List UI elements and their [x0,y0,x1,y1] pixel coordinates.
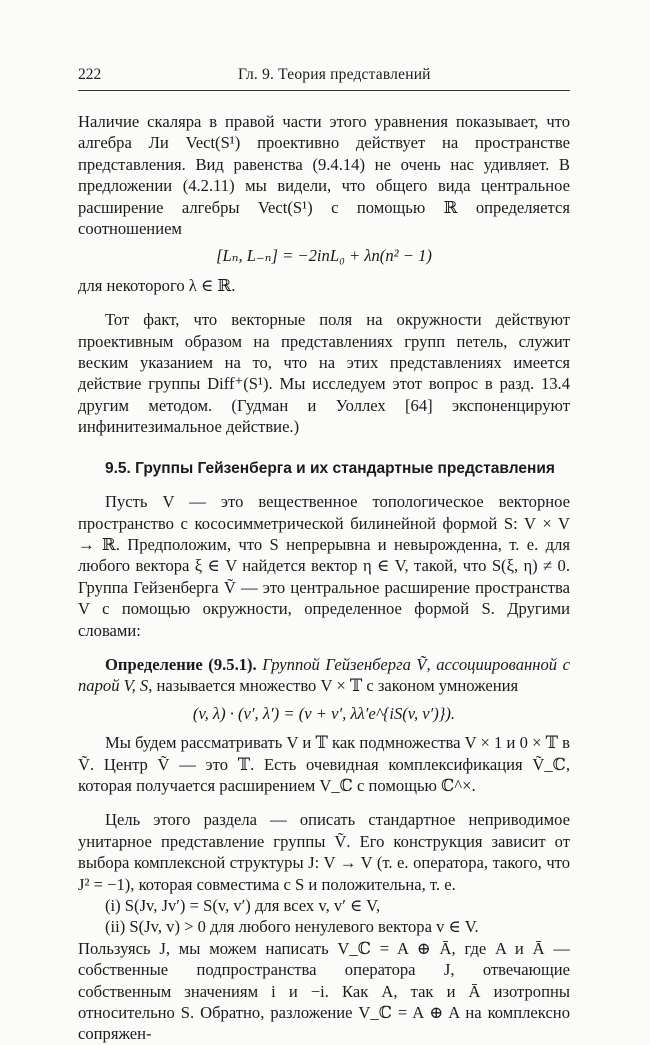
definition-rest: называется множество V × 𝕋 с законом умножения [152,676,519,696]
condition-i: (i) S(Jv, Jv′) = S(v, v′) для всех v, v′ ∈ V, [105,896,381,915]
book-page [78,66,570,1045]
definition-italic: Группой Гейзенберга Ṽ, ассоциированной с парой V, S, [78,654,570,696]
section-heading: 9.5. Группы Гейзенберга и их стандартные представления [105,459,555,477]
paragraph-center: Мы будем рассматривать V и 𝕋 как подмножества V × 1 и 0 × 𝕋 в Ṽ. Центр Ṽ — это 𝕋. Есть очевидная комплексификация Ṽ_ℂ, которая получается расширением V_ℂ с помощью ℂ^×. [78,733,570,795]
formula-virasoro: [Lₙ, L₋ₙ] = −2inL₀ + λn(n² − 1) [216,246,432,266]
definition-block [78,654,570,697]
condition-ii: (ii) S(Jv, v) > 0 для любого ненулевого вектора v ∈ V. [105,917,479,937]
page-body [78,111,570,1045]
definition-label: Определение (9.5.1). [105,654,257,674]
paragraph-vector-fields: Тот факт, что векторные поля на окружности действуют проективным образом на представлениях групп петель, служит веским указанием на то, что на этих представлениях имеется действие группы Diff⁺(S¹). Мы исследуем этот вопрос в разд. 13.4 другим методом. (Гудман и Уоллех [64] экспоненцируют инфинитезимальное действие.) [78,310,570,437]
paragraph-scalar: Наличие скаляра в правой части этого уравнения показывает, что алгебра Ли Vect(S¹) проективно действует на пространстве представления. Вид равенства (9.4.14) не очень нас удивляет. В предложении (4.2.11) мы видели, что общего вида центральное расширение алгебры Vect(S¹) с помощью ℝ определяется соотношением [78,112,570,239]
paragraph-goal: Цель этого раздела — описать стандартное неприводимое унитарное представление группы Ṽ. Его конструкция зависит от выбора комплексной структуры J: V → V (т. е. оператора, такого, что J² = −1), которая совместима с S и положительна, т. е. [78,810,570,894]
page-number: 222 [78,66,102,83]
formula-multiplication: (v, λ) · (v′, λ′) = (v + v′, λλ′e^{iS(v, v′)}). [192,703,456,723]
paragraph-decomposition: Пользуясь J, мы можем написать V_ℂ = A ⊕ Ā, где A и Ā — собственные подпространства оператора J, отвечающие собственным значениям i и −i. Как A, так и Ā изотропны относительно S. Обратно, разложение V_ℂ = A ⊕ A на комплексно сопряжен- [78,938,570,1044]
paragraph-lambda: для некоторого λ ∈ ℝ. [78,275,236,295]
chapter-title: Гл. 9. Теория представлений [238,66,431,83]
running-header [78,66,570,91]
paragraph-heisenberg-intro: Пусть V — это вещественное топологическое векторное пространство с кососимметрической билинейной формой S: V × V → ℝ. Предположим, что S непрерывна и невырожденна, т. е. для любого вектора ξ ∈ V найдется вектор η ∈ V, такой, что S(ξ, η) ≠ 0. Группа Гейзенберга Ṽ — это центральное расширение пространства V с помощью окружности, определенное формой S. Другими словами: [78,492,570,640]
